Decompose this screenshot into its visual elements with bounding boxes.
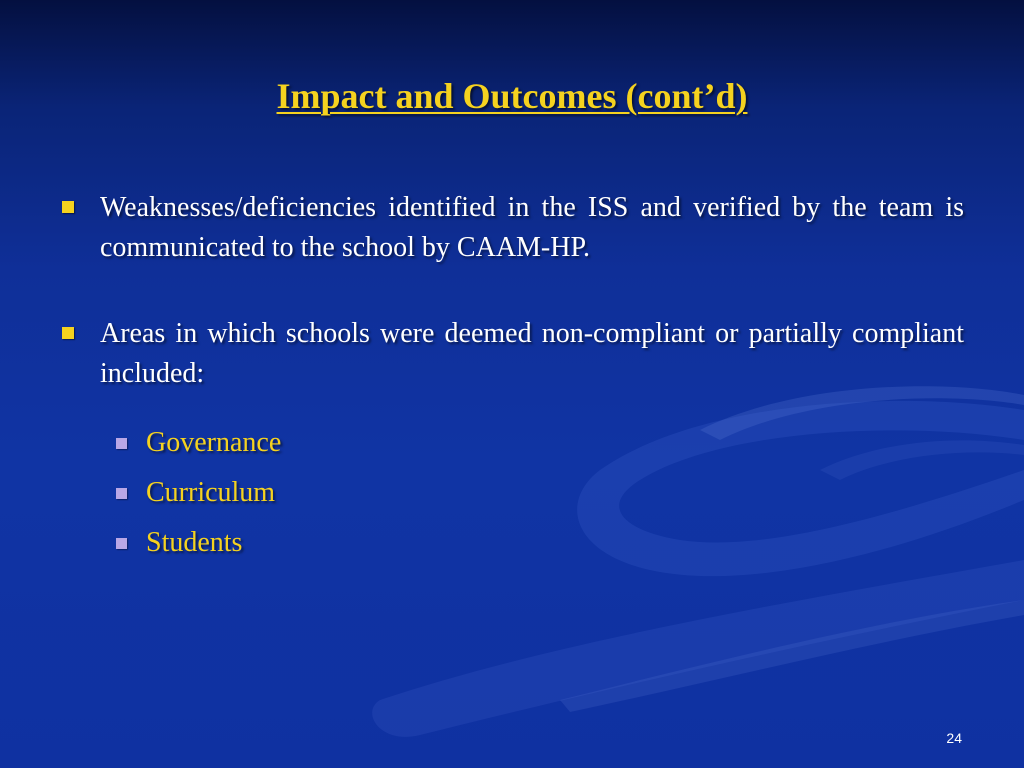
bullet-text: Areas in which schools were deemed non-compliant or partially compliant included: (100, 318, 964, 389)
sub-bullet-item (116, 423, 281, 463)
square-bullet-icon (62, 327, 74, 339)
page-number: 24 (946, 730, 962, 746)
sub-bullet-text: Curriculum (146, 477, 276, 508)
bullet-text: Weaknesses/deficiencies identified in the ISS and verified by the team is communicated to the school by CAAM-HP. (100, 192, 964, 263)
slide-title: Impact and Outcomes (cont’d) (276, 76, 748, 116)
sub-bullet-text: Governance (146, 427, 282, 458)
sub-bullet-item (116, 523, 242, 563)
sub-bullet-text: Students (146, 527, 243, 558)
square-sub-bullet-icon (116, 438, 127, 449)
square-sub-bullet-icon (116, 538, 127, 549)
bullet-item (62, 314, 964, 394)
sub-bullet-item (116, 473, 275, 513)
square-sub-bullet-icon (116, 488, 127, 499)
bullet-item (62, 188, 964, 268)
square-bullet-icon (62, 201, 74, 213)
